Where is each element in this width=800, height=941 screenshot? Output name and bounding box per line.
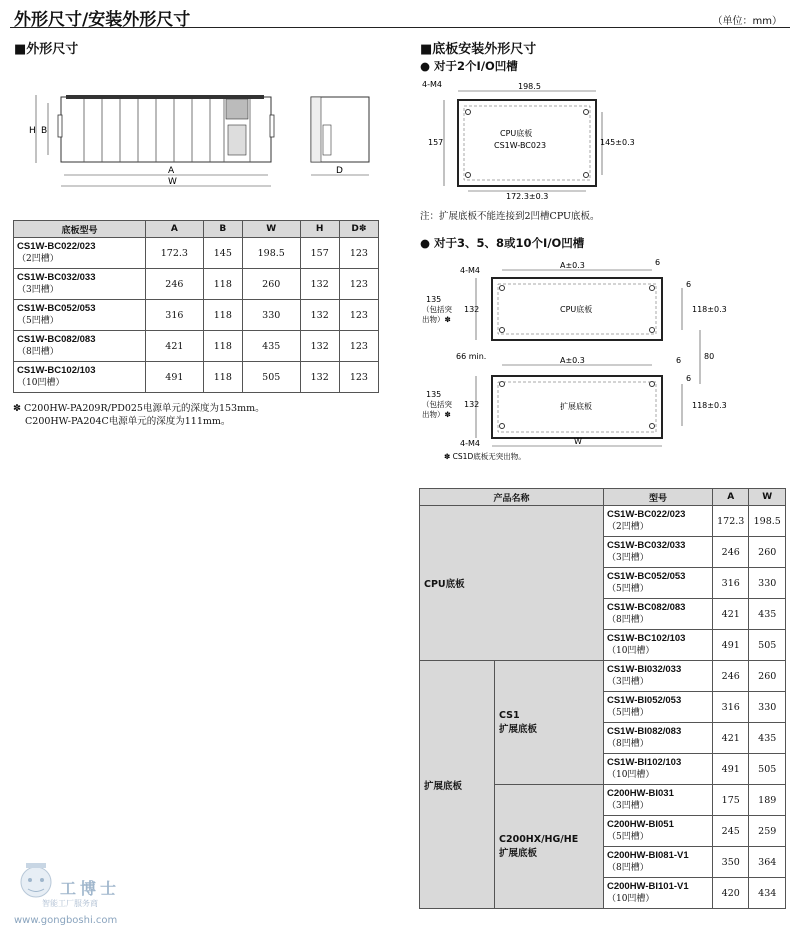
- value-w: 260: [749, 661, 786, 692]
- outline-heading: ■外形尺寸: [14, 42, 79, 57]
- value-h: 132: [300, 331, 339, 362]
- dim-h: H: [29, 126, 36, 136]
- value-b: 118: [203, 269, 242, 300]
- dim-66-min: 66 min.: [456, 352, 487, 361]
- dim-132: 132: [464, 305, 480, 314]
- value-d: 123: [339, 238, 378, 269]
- value-h: 132: [300, 269, 339, 300]
- value-a: 421: [146, 331, 204, 362]
- value-a: 420: [712, 878, 749, 909]
- model-name: CS1W-BI032/033: [606, 664, 682, 675]
- dim-132: 132: [464, 400, 480, 409]
- dim-h2: 145±0.3: [600, 138, 635, 147]
- cpu-board-label: CPU底板: [560, 305, 593, 314]
- dim-w: W: [574, 437, 582, 446]
- dim-m4-lower: 4-M4: [460, 439, 480, 448]
- col-header: 产品名称: [420, 489, 604, 506]
- value-d: 123: [339, 331, 378, 362]
- board-name: CPU底板: [500, 129, 533, 138]
- dim-6: 6: [686, 280, 692, 289]
- value-b: 145: [203, 238, 242, 269]
- value-a: 246: [146, 269, 204, 300]
- value-w: 330: [749, 568, 786, 599]
- group-expansion: 扩展底板: [420, 661, 495, 909]
- multi-slot-drawing: [420, 256, 730, 461]
- model-name: C200HW-BI101-V1: [606, 881, 689, 892]
- slot-count: （3凹槽）: [606, 677, 649, 687]
- value-a: 175: [712, 785, 749, 816]
- value-b: 118: [203, 331, 242, 362]
- incl-note: （包括突: [422, 400, 452, 409]
- value-a: 245: [712, 816, 749, 847]
- value-d: 123: [339, 269, 378, 300]
- slot-count: （3凹槽）: [606, 801, 649, 811]
- table-row: [420, 661, 786, 692]
- value-w: 198.5: [749, 506, 786, 537]
- value-a: 491: [712, 630, 749, 661]
- model-name: C200HW-BI031: [606, 788, 674, 799]
- value-w: 435: [749, 599, 786, 630]
- value-a: 316: [146, 300, 204, 331]
- group-cpu: CPU底板: [420, 506, 604, 661]
- slot-count: （5凹槽）: [606, 832, 649, 842]
- slot-count: （3凹槽）: [17, 285, 59, 295]
- table-row: [14, 300, 379, 331]
- slot-count: （3凹槽）: [606, 553, 649, 563]
- value-w: 435: [749, 723, 786, 754]
- value-a: 316: [712, 568, 749, 599]
- col-header: 底板型号: [14, 221, 146, 238]
- col-header: W: [749, 489, 786, 506]
- slot-count: （2凹槽）: [606, 522, 649, 532]
- dim-a-lower: A±0.3: [560, 356, 585, 365]
- model-name: C200HW-BI051: [606, 819, 674, 830]
- value-a: 350: [712, 847, 749, 878]
- outline-drawing: [28, 85, 393, 195]
- value-w: 259: [749, 816, 786, 847]
- model-name: CS1W-BC032/033: [17, 272, 96, 283]
- model-name: CS1W-BC082/083: [17, 334, 96, 345]
- dim-b: B: [41, 126, 48, 136]
- value-b: 118: [203, 300, 242, 331]
- dim-6: 6: [676, 356, 682, 365]
- col-header: D✽: [339, 221, 378, 238]
- value-w: 198.5: [242, 238, 300, 269]
- mounting-heading: ■底板安装外形尺寸: [420, 42, 537, 57]
- value-a: 421: [712, 723, 749, 754]
- model-name: CS1W-BI082/083: [606, 726, 682, 737]
- model-name: CS1W-BC102/103: [17, 365, 96, 376]
- dim-80: 80: [704, 352, 715, 361]
- page-title: 外形尺寸/安装外形尺寸: [14, 10, 191, 30]
- value-a: 172.3: [712, 506, 749, 537]
- value-a: 491: [712, 754, 749, 785]
- dim-118-lower: 118±0.3: [692, 401, 727, 410]
- group-c200: C200HX/HG/HE 扩展底板: [495, 785, 604, 909]
- incl-note: （包括突: [422, 305, 452, 314]
- model-name: CS1W-BC022/023: [606, 509, 686, 520]
- dim-a: 172.3±0.3: [506, 192, 549, 200]
- dim-a-upper: A±0.3: [560, 261, 585, 270]
- value-w: 364: [749, 847, 786, 878]
- incl-note: 出物）✽: [422, 410, 451, 419]
- table-row: [420, 506, 786, 537]
- value-b: 118: [203, 362, 242, 393]
- cs1d-note: ✽ CS1D底板无突出物。: [444, 452, 526, 461]
- dim-d: D: [336, 166, 343, 176]
- watermark-url: www.gongboshi.com: [14, 915, 118, 926]
- slot-count: （8凹槽）: [606, 863, 649, 873]
- value-w: 505: [242, 362, 300, 393]
- title-divider: [10, 27, 790, 28]
- model-name: CS1W-BC082/083: [606, 602, 686, 613]
- board-model: CS1W-BC023: [494, 141, 547, 150]
- value-w: 434: [749, 878, 786, 909]
- value-a: 246: [712, 537, 749, 568]
- dim-135: 135: [426, 390, 442, 399]
- multi-slot-heading: ● 对于3、5、8或10个I/O凹槽: [420, 236, 585, 250]
- value-w: 189: [749, 785, 786, 816]
- depth-note-2: C200HW-PA204C电源单元的深度为111mm。: [25, 416, 231, 427]
- value-w: 260: [749, 537, 786, 568]
- model-name: CS1W-BC052/053: [17, 303, 96, 314]
- value-a: 421: [712, 599, 749, 630]
- col-header: H: [300, 221, 339, 238]
- slot-count: （10凹槽）: [606, 770, 655, 780]
- value-w: 435: [242, 331, 300, 362]
- watermark-brand: 工博士: [60, 879, 121, 898]
- model-name: CS1W-BI102/103: [606, 757, 682, 768]
- dim-m4-upper: 4-M4: [460, 266, 480, 275]
- table-row: [14, 238, 379, 269]
- col-header: A: [146, 221, 204, 238]
- group-cs1: CS1 扩展底板: [495, 661, 604, 785]
- model-name: CS1W-BC102/103: [606, 633, 686, 644]
- slot-count: （8凹槽）: [606, 615, 649, 625]
- dim-a: A: [168, 166, 175, 176]
- slot-count: （10凹槽）: [17, 378, 65, 388]
- dim-w: W: [168, 177, 177, 187]
- model-name: CS1W-BC052/053: [606, 571, 686, 582]
- col-header: 型号: [603, 489, 712, 506]
- dim-118-upper: 118±0.3: [692, 305, 727, 314]
- slot-count: （5凹槽）: [17, 316, 59, 326]
- slot-count: （10凹槽）: [606, 646, 655, 656]
- value-h: 132: [300, 362, 339, 393]
- two-slot-note: 注：扩展底板不能连接到2凹槽CPU底板。: [420, 211, 600, 222]
- col-header: W: [242, 221, 300, 238]
- value-a: 172.3: [146, 238, 204, 269]
- dim-135: 135: [426, 295, 442, 304]
- unit-label: （单位：mm）: [712, 16, 782, 27]
- table-row: [14, 331, 379, 362]
- value-h: 157: [300, 238, 339, 269]
- dim-6: 6: [686, 374, 692, 383]
- value-a: 491: [146, 362, 204, 393]
- col-header: B: [203, 221, 242, 238]
- model-name: C200HW-BI081-V1: [606, 850, 689, 861]
- value-d: 123: [339, 300, 378, 331]
- table-row: [14, 362, 379, 393]
- value-a: 246: [712, 661, 749, 692]
- value-w: 330: [242, 300, 300, 331]
- value-w: 260: [242, 269, 300, 300]
- slot-count: （10凹槽）: [606, 894, 655, 904]
- slot-count: （5凹槽）: [606, 708, 649, 718]
- value-w: 505: [749, 754, 786, 785]
- value-a: 316: [712, 692, 749, 723]
- slot-count: （8凹槽）: [17, 347, 59, 357]
- model-name: CS1W-BC032/033: [606, 540, 686, 551]
- incl-note: 出物）✽: [422, 315, 451, 324]
- slot-count: （8凹槽）: [606, 739, 649, 749]
- slot-count: （5凹槽）: [606, 584, 649, 594]
- value-w: 330: [749, 692, 786, 723]
- two-slot-drawing: [420, 78, 650, 200]
- col-header: A: [712, 489, 749, 506]
- value-h: 132: [300, 300, 339, 331]
- value-w: 505: [749, 630, 786, 661]
- dim-w: 198.5: [518, 82, 541, 91]
- outline-table: [13, 220, 379, 393]
- expansion-board-label: 扩展底板: [560, 402, 592, 411]
- dim-h: 157: [428, 138, 444, 147]
- value-d: 123: [339, 362, 378, 393]
- table-row: [14, 269, 379, 300]
- two-slot-heading: ● 对于2个I/O凹槽: [420, 59, 518, 73]
- model-name: CS1W-BI052/053: [606, 695, 682, 706]
- dim-m4: 4-M4: [422, 80, 442, 89]
- mounting-table: [419, 488, 786, 909]
- dim-6: 6: [655, 258, 661, 267]
- slot-count: （2凹槽）: [17, 254, 59, 264]
- depth-note-1: ✽ C200HW-PA209R/PD025电源单元的深度为153mm。: [13, 403, 265, 414]
- watermark-tagline: 智能工厂服务商: [42, 899, 98, 908]
- model-name: CS1W-BC022/023: [17, 241, 96, 252]
